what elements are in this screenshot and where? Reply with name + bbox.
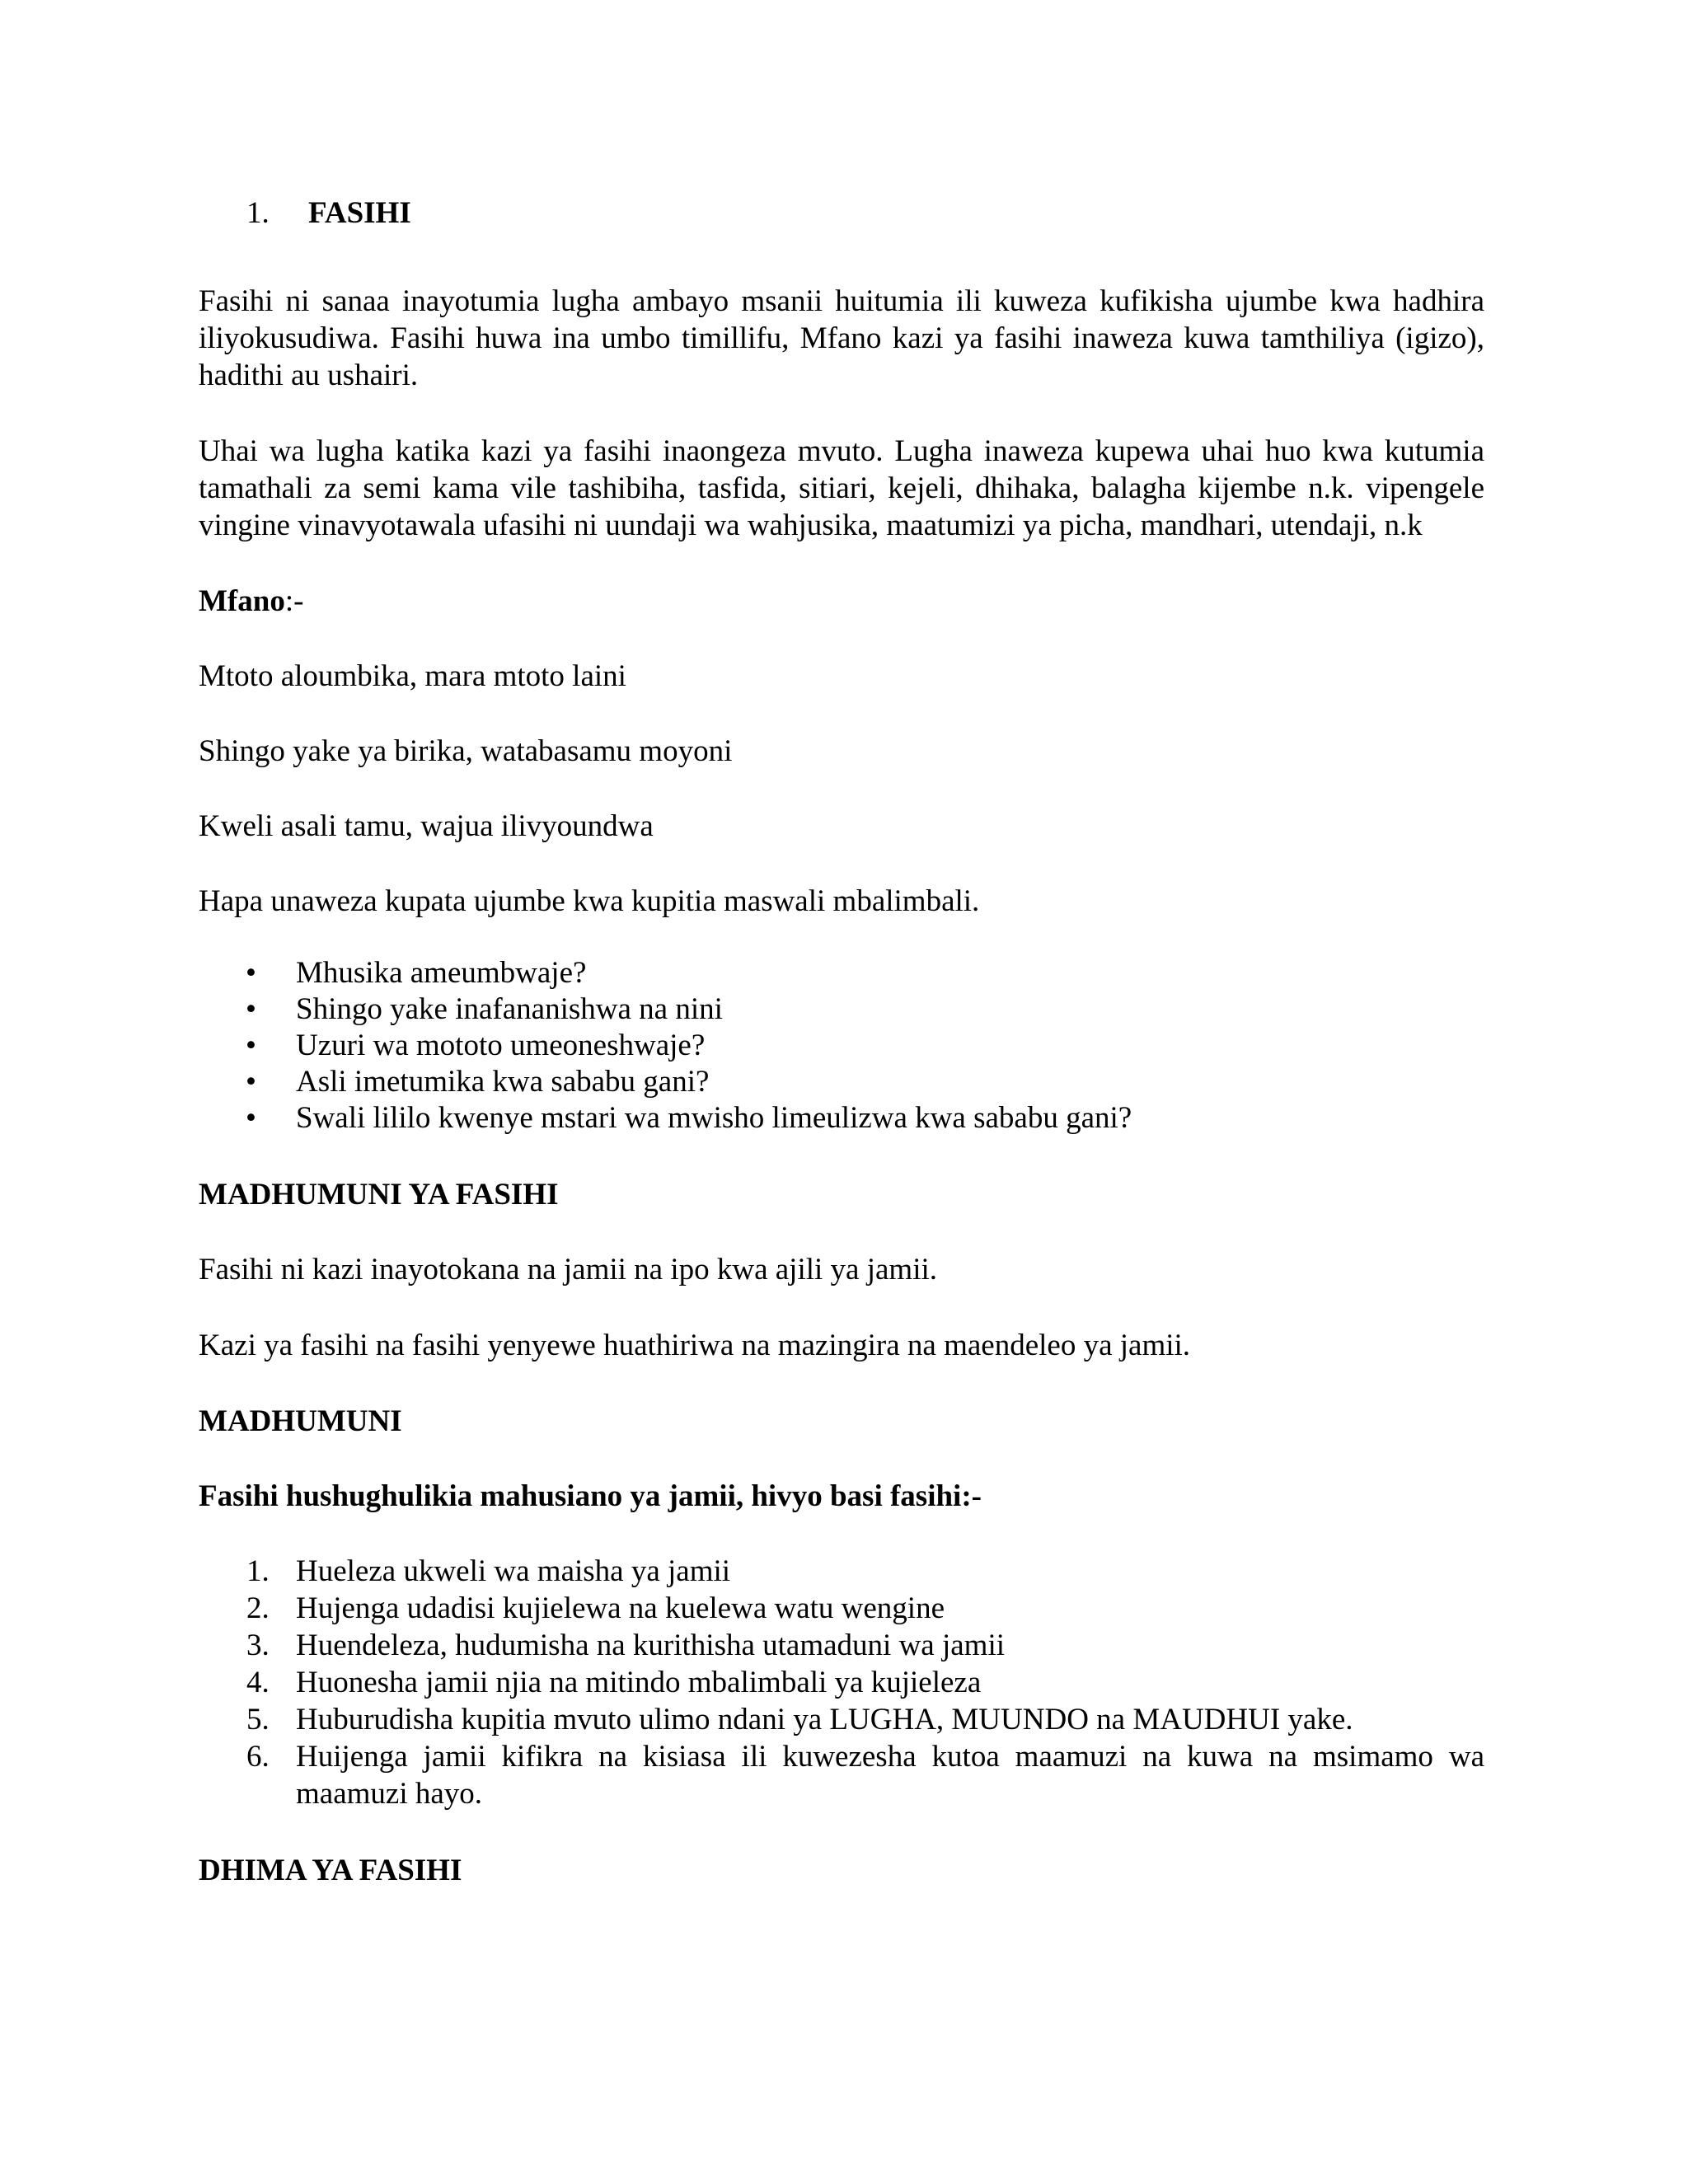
subheading-mahusiano: Fasihi hushughulikia mahusiano ya jamii, hivyo basi fasihi:-	[199, 1479, 982, 1513]
list-item	[199, 1627, 1484, 1664]
list-item-text: Huendeleza, hudumisha na kurithisha utamaduni wa jamii	[296, 1629, 1006, 1662]
bullet-icon: •	[246, 1065, 256, 1099]
list-item-number: 5.	[246, 1703, 270, 1736]
paragraph-kazi-ya-fasihi: Kazi ya fasihi na fasihi yenyewe huathiriwa na mazingira na maendeleo ya jamii.	[199, 1329, 1191, 1362]
paragraph-fasihi-kazi: Fasihi ni kazi inayotokana na jamii na ipo kwa ajili ya jamii.	[199, 1253, 938, 1286]
bullet-icon: •	[246, 1029, 256, 1062]
list-item-number: 2.	[246, 1591, 270, 1625]
list-item	[199, 1028, 1484, 1064]
purposes-list	[199, 1553, 1484, 1812]
bullet-icon: •	[246, 1101, 256, 1135]
list-item-text: Mhusika ameumbwaje?	[296, 956, 587, 990]
list-item-text: Asli imetumika kwa sababu gani?	[296, 1065, 710, 1099]
list-item-text: Huijenga jamii kifikra na kisiasa ili kuwezesha kutoa maamuzi na kuwa na msimamo wa maamuzi hayo.	[296, 1740, 1484, 1811]
list-item	[199, 1738, 1484, 1812]
list-item-text: Swali lililo kwenye mstari wa mwisho limeulizwa kwa sababu gani?	[296, 1101, 1132, 1135]
section-heading-dhima-ya-fasihi: DHIMA YA FASIHI	[199, 1854, 462, 1887]
verse-line: Shingo yake ya birika, watabasamu moyoni	[199, 734, 733, 768]
list-item	[199, 1553, 1484, 1590]
list-item-number: 3.	[246, 1629, 270, 1662]
example-label-bold: Mfano	[199, 584, 285, 618]
list-item	[199, 1100, 1484, 1137]
bullet-icon: •	[246, 992, 256, 1026]
list-item-text: Shingo yake inafananishwa na nini	[296, 992, 723, 1026]
section-heading-madhumuni-ya-fasihi: MADHUMUNI YA FASIHI	[199, 1178, 559, 1212]
bullet-icon: •	[246, 956, 256, 990]
paragraph-uhai-wa-lugha: Uhai wa lugha katika kazi ya fasihi inaongeza mvuto. Lugha inaweza kupewa uhai huo kwa kutumia tamathali za semi kama vile tashibiha, tasfida, sitiari, kejeli, dhihaka, balagha kijembe n.k. vipengele vingine vinavyotawala ufasihi ni uundaji wa wahjusika, maatumizi ya picha, mandhari, utendaji, n.k	[199, 434, 1484, 542]
verse-line: Kweli asali tamu, wajua ilivyoundwa	[199, 809, 654, 843]
list-item	[199, 1590, 1484, 1627]
list-item	[199, 1701, 1484, 1738]
list-item-number: 6.	[246, 1740, 270, 1774]
section-heading-madhumuni: MADHUMUNI	[199, 1404, 402, 1438]
paragraph-questions-intro: Hapa unaweza kupata ujumbe kwa kupitia maswali mbalimbali.	[199, 884, 980, 918]
heading-title: FASIHI	[308, 196, 411, 230]
verse-line: Mtoto aloumbika, mara mtoto laini	[199, 659, 626, 693]
questions-list	[199, 955, 1484, 1137]
list-item	[199, 1664, 1484, 1701]
list-item-text: Uzuri wa mototo umeoneshwaje?	[296, 1029, 706, 1062]
list-item-text: Hujenga udadisi kujielewa na kuelewa watu wengine	[296, 1591, 945, 1625]
list-item	[199, 1064, 1484, 1100]
list-item-text: Huburudisha kupitia mvuto ulimo ndani ya LUGHA, MUUNDO na MAUDHUI yake.	[296, 1703, 1353, 1736]
list-item-text: Huonesha jamii njia na mitindo mbalimbali ya kujieleza	[296, 1666, 982, 1699]
paragraph-definition: Fasihi ni sanaa inayotumia lugha ambayo msanii huitumia ili kuweza kufikisha ujumbe kwa hadhira iliyokusudiwa. Fasihi huwa ina umbo timillifu, Mfano kazi ya fasihi inaweza kuwa tamthiliya (igizo), hadithi au ushairi.	[199, 284, 1484, 392]
list-item	[199, 955, 1484, 991]
document-body	[199, 194, 1484, 1927]
list-item-text: Hueleza ukweli wa maisha ya jamii	[296, 1554, 731, 1588]
example-label-rest: :-	[284, 584, 304, 618]
heading-number: 1.	[246, 196, 270, 230]
list-item-number: 4.	[246, 1666, 270, 1699]
list-item-number: 1.	[246, 1554, 270, 1588]
section-heading-fasihi	[246, 194, 1484, 232]
list-item	[199, 991, 1484, 1028]
example-label	[199, 583, 1484, 620]
